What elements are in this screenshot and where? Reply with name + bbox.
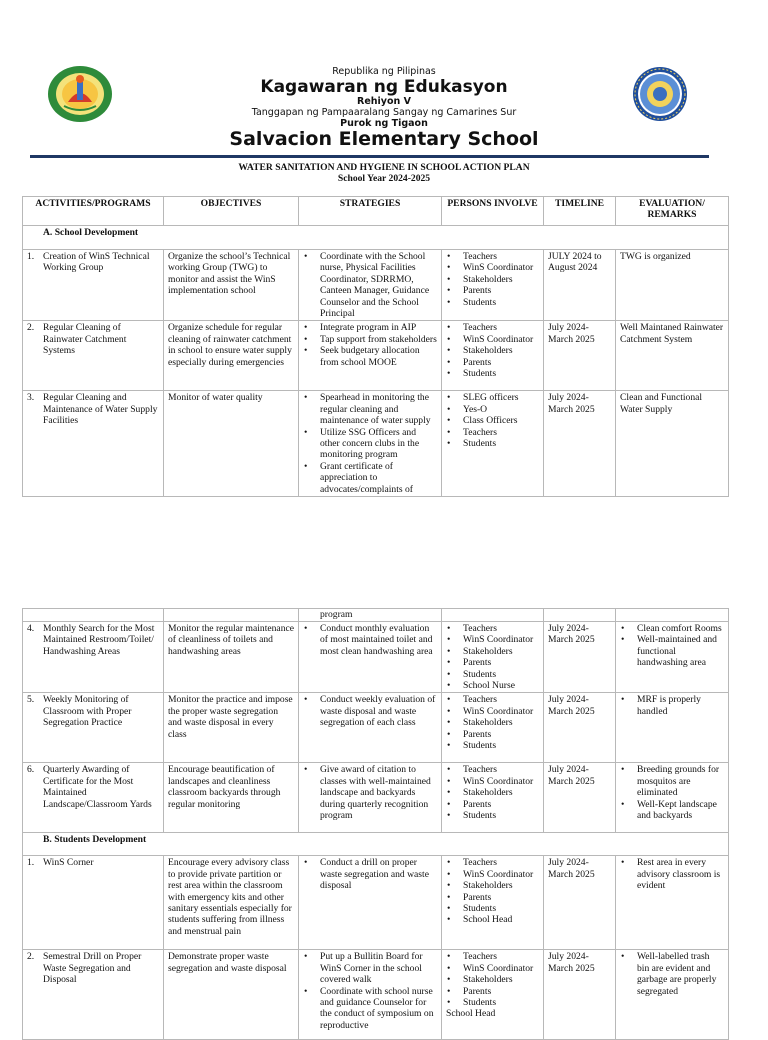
persons-cell — [442, 763, 544, 833]
list-item: • Spearhead in monitoring the regular cleaning and maintenance of water supply — [320, 392, 437, 426]
strategies-cell: program — [299, 609, 442, 622]
objective-cell: Encourage every advisory class to provide private partition or rest area within the classroom with emergency kits and other sanitary essentials especially for students suffering from illness and menstrual pain — [164, 856, 299, 950]
timeline-cell: July 2024-March 2025 — [544, 950, 616, 1040]
strategies-cell — [299, 622, 442, 693]
timeline-cell: July 2024-March 2025 — [544, 321, 616, 391]
strategies-cell — [299, 856, 442, 950]
activity-text: Regular Cleaning of Rainwater Catchment Systems — [43, 322, 127, 357]
list-item: • Students — [463, 903, 539, 914]
activity-text: Creation of WinS Technical Working Group — [43, 251, 150, 274]
activity-cell — [23, 950, 164, 1040]
list-item: • Well-maintained and functional handwashing area — [637, 634, 724, 668]
list-item: • Students — [463, 297, 539, 308]
evaluation-cell: Clean and Functional Water Supply — [616, 391, 729, 497]
evaluation-cell — [616, 763, 729, 833]
evaluation-cell — [616, 950, 729, 1040]
list-item: • Put up a Bullitin Board for WinS Corner in the school covered walk — [320, 951, 437, 985]
list-item: • WinS Coordinator — [463, 634, 539, 645]
persons-cell — [442, 622, 544, 693]
department-title: Kagawaran ng Edukasyon — [260, 77, 508, 97]
table-row — [23, 391, 729, 497]
list-item: • Seek budgetary allocation from school MOOE — [320, 345, 437, 368]
list-item: • Students — [463, 368, 539, 379]
list-item: • Teachers — [463, 857, 539, 868]
row-number: 6. — [27, 764, 35, 776]
header-strategies: STRATEGIES — [299, 197, 442, 226]
strategies-cell — [299, 250, 442, 321]
list-item: • Parents — [463, 892, 539, 903]
list-item: • Stakeholders — [463, 646, 539, 657]
row-number: 4. — [27, 623, 35, 634]
persons-cell — [442, 609, 544, 622]
region-label: Rehiyon V — [357, 96, 411, 107]
persons-cell — [442, 950, 544, 1040]
persons-cell — [442, 693, 544, 763]
list-item: • Students — [463, 810, 539, 821]
activity-text: Semestral Drill on Proper Waste Segregation and Disposal — [43, 951, 142, 986]
list-item: • School Nurse — [463, 680, 539, 691]
table-header-row — [23, 197, 729, 226]
list-item: • Clean comfort Rooms — [637, 623, 724, 634]
table-row — [23, 763, 729, 833]
section-row — [23, 833, 729, 856]
header-evaluation: EVALUATION/ REMARKS — [616, 197, 729, 226]
action-plan-table-page2 — [22, 608, 729, 1040]
list-item: • Students — [463, 438, 539, 449]
list-item: • Stakeholders — [463, 974, 539, 985]
list-item: • SLEG officers — [463, 392, 539, 403]
persons-extra: School Head — [446, 1008, 496, 1020]
evaluation-cell — [616, 693, 729, 763]
list-item: • School Head — [463, 914, 539, 925]
row-number: 5. — [27, 694, 35, 706]
list-item: • MRF is properly handled — [637, 694, 724, 717]
persons-cell — [442, 321, 544, 391]
activity-cell — [23, 250, 164, 321]
strategies-cell — [299, 693, 442, 763]
list-item: • Parents — [463, 357, 539, 368]
table-row — [23, 622, 729, 693]
list-item: • Coordinate with school nurse and guidance Counselor for the conduct of symposium on reproductive — [320, 986, 437, 1032]
list-item: • WinS Coordinator — [463, 869, 539, 880]
list-item: • Teachers — [463, 694, 539, 705]
list-item: • WinS Coordinator — [463, 963, 539, 974]
activity-cell — [23, 609, 164, 622]
list-item: • Parents — [463, 729, 539, 740]
list-item: • Stakeholders — [463, 345, 539, 356]
list-item: • Class Officers — [463, 415, 539, 426]
activity-text: Weekly Monitoring of Classroom with Proper Segregation Practice — [43, 694, 132, 729]
evaluation-cell — [616, 856, 729, 950]
list-item: • Utilize SSG Officers and other concern clubs in the monitoring program — [320, 427, 437, 461]
header-persons: PERSONS INVOLVE — [442, 197, 544, 226]
list-item: • WinS Coordinator — [463, 776, 539, 787]
list-item: • Coordinate with the School nurse, Physical Facilities Coordinator, SDRRMO, Canteen Manager, Guidance Counselor and the School Principal — [320, 251, 437, 319]
list-item: • Rest area in every advisory classroom is evident — [637, 857, 724, 891]
list-item: • Conduct a drill on proper waste segregation and waste disposal — [320, 857, 437, 891]
timeline-cell — [544, 609, 616, 622]
timeline-cell: JULY 2024 to August 2024 — [544, 250, 616, 321]
list-item: • Parents — [463, 657, 539, 668]
activity-text: Regular Cleaning and Maintenance of Water Supply Facilities — [43, 392, 158, 427]
timeline-cell: July 2024-March 2025 — [544, 693, 616, 763]
objective-cell: Monitor the practice and impose the proper waste segregation and waste disposal in every class — [164, 693, 299, 763]
activity-cell — [23, 693, 164, 763]
header-activities: ACTIVITIES/PROGRAMS — [23, 197, 164, 226]
republic-label: Republika ng Pilipinas — [332, 66, 436, 77]
row-number: 2. — [27, 322, 35, 334]
row-number: 1. — [27, 251, 35, 262]
list-item: • Conduct monthly evaluation of most maintained toilet and most clean handwashing area — [320, 623, 437, 657]
list-item: • Stakeholders — [463, 880, 539, 891]
header-timeline: TIMELINE — [544, 197, 616, 226]
persons-cell — [442, 391, 544, 497]
timeline-cell: July 2024-March 2025 — [544, 622, 616, 693]
list-item: • WinS Coordinator — [463, 706, 539, 717]
list-item: • Teachers — [463, 623, 539, 634]
district-label: Purok ng Tigaon — [340, 118, 428, 129]
row-number: 2. — [27, 951, 35, 963]
list-item: • Well-Kept landscape and backyards — [637, 799, 724, 822]
list-item: • Parents — [463, 986, 539, 997]
activity-cell — [23, 763, 164, 833]
list-item: • Well-labelled trash bin are evident and garbage are properly segregated — [637, 951, 724, 997]
table-row — [23, 693, 729, 763]
objective-cell: Demonstrate proper waste segregation and waste disposal — [164, 950, 299, 1040]
school-year: School Year 2024-2025 — [337, 173, 431, 184]
list-item: • Give award of citation to classes with well-maintained landscape and backyards during quarterly recognition program — [320, 764, 437, 821]
strategies-cell — [299, 763, 442, 833]
persons-cell — [442, 250, 544, 321]
list-item: • Teachers — [463, 951, 539, 962]
table-row — [23, 950, 729, 1040]
list-item: • WinS Coordinator — [463, 262, 539, 273]
list-item: • Breeding grounds for mosquitos are eliminated — [637, 764, 724, 798]
header-objectives: OBJECTIVES — [164, 197, 299, 226]
evaluation-cell — [616, 622, 729, 693]
activity-cell — [23, 321, 164, 391]
office-label: Tanggapan ng Pampaaralang Sangay ng Camarines Sur — [251, 107, 517, 118]
list-item: • Conduct weekly evaluation of waste disposal and waste segregation of each class — [320, 694, 437, 728]
section-students-development: B. Students Development — [23, 833, 729, 856]
list-item: • Tap support from stakeholders — [320, 334, 437, 345]
activity-text: WinS Corner — [43, 857, 94, 869]
list-item: • Students — [463, 740, 539, 751]
strategies-cell — [299, 950, 442, 1040]
activity-cell — [23, 856, 164, 950]
list-item: • Stakeholders — [463, 274, 539, 285]
list-item: • Teachers — [463, 322, 539, 333]
list-item: • Teachers — [463, 427, 539, 438]
list-item: • Parents — [463, 799, 539, 810]
list-item: • Stakeholders — [463, 717, 539, 728]
activity-text: Monthly Search for the Most Maintained Restroom/Toilet/Handwashing Areas — [43, 623, 155, 657]
school-name: Salvacion Elementary School — [229, 128, 539, 150]
list-item: • Teachers — [463, 251, 539, 262]
objective-cell — [164, 609, 299, 622]
row-number: 1. — [27, 857, 35, 869]
list-item: • Grant certificate of appreciation to advocates/complaints of — [320, 461, 437, 495]
list-item: • WinS Coordinator — [463, 334, 539, 345]
table-row — [23, 321, 729, 391]
strategies-cell — [299, 391, 442, 497]
table-row — [23, 856, 729, 950]
list-item: • Teachers — [463, 764, 539, 775]
evaluation-cell — [616, 609, 729, 622]
timeline-cell: July 2024-March 2025 — [544, 391, 616, 497]
timeline-cell: July 2024-March 2025 — [544, 763, 616, 833]
evaluation-cell: Well Maintaned Rainwater Catchment System — [616, 321, 729, 391]
list-item: • Integrate program in AIP — [320, 322, 437, 333]
objective-cell: Organize the school’s Technical working Group (TWG) to monitor and assist the WinS implementation school — [164, 250, 299, 321]
activity-cell — [23, 391, 164, 497]
evaluation-cell: TWG is organized — [616, 250, 729, 321]
list-item: • Yes-O — [463, 404, 539, 415]
action-plan-table-page1 — [22, 196, 729, 497]
table-row — [23, 250, 729, 321]
list-item: • Students — [463, 669, 539, 680]
objective-cell: Organize schedule for regular cleaning of rainwater catchment in school to ensure water supply especially during emergencies — [164, 321, 299, 391]
strategies-cell — [299, 321, 442, 391]
list-item: • Stakeholders — [463, 787, 539, 798]
activity-cell — [23, 622, 164, 693]
list-item: • Students — [463, 997, 539, 1008]
list-item: • Parents — [463, 285, 539, 296]
objective-cell: Monitor the regular maintenance of cleanliness of toilets and handwashing areas — [164, 622, 299, 693]
persons-cell — [442, 856, 544, 950]
objective-cell: Monitor of water quality — [164, 391, 299, 497]
activity-text: Quarterly Awarding of Certificate for the Most Maintained Landscape/Classroom Yards — [43, 764, 152, 810]
header-divider — [30, 155, 709, 158]
section-row — [23, 226, 729, 250]
document-title: WATER SANITATION AND HYGIENE IN SCHOOL ACTION PLAN — [238, 162, 530, 173]
section-school-development: A. School Development — [23, 226, 729, 250]
objective-cell: Encourage beautification of landscapes and cleanliness classroom backyards through regular monitoring — [164, 763, 299, 833]
row-number: 3. — [27, 392, 35, 404]
timeline-cell: July 2024-March 2025 — [544, 856, 616, 950]
continuation-row — [23, 609, 729, 622]
